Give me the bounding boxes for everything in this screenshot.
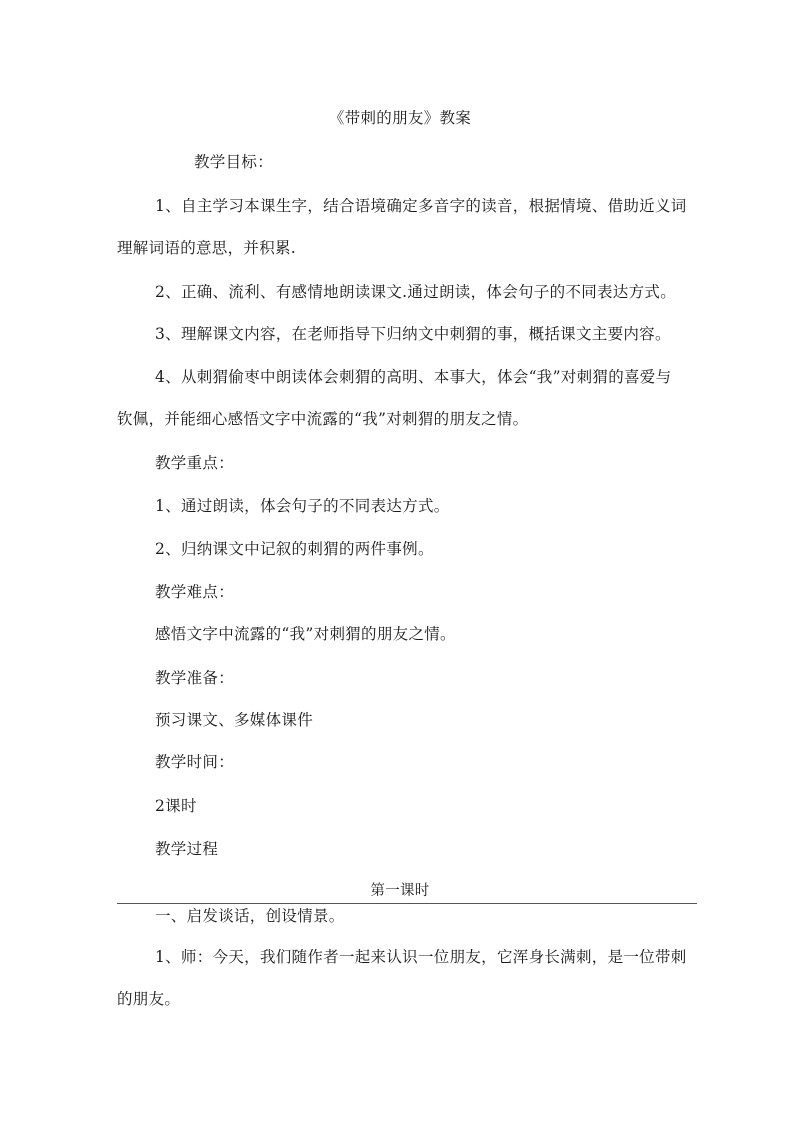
- time-heading: 教学时间：: [155, 753, 235, 771]
- preparation-text: 预习课文、多媒体课件: [155, 711, 314, 729]
- key-point-2: 2、归纳课文中记叙的刺猬的两件事例。: [155, 540, 434, 558]
- preparation-heading: 教学准备：: [155, 669, 235, 687]
- step-1: 一、启发谈话，创设情景。: [155, 907, 345, 925]
- objective-1-line2: 理解词语的意思，并积累.: [117, 239, 297, 257]
- difficulty-text: 感悟文字中流露的“我”对刺猬的朋友之情。: [155, 625, 456, 643]
- key-points-heading: 教学重点：: [155, 454, 235, 472]
- step-1-1-line2: 的朋友。: [117, 990, 181, 1008]
- difficulty-heading: 教学难点：: [155, 583, 235, 601]
- objective-4-line2: 钦佩，并能细心感悟文字中流露的“我”对刺猬的朋友之情。: [117, 410, 529, 428]
- lesson-one-heading: 第一课时: [370, 883, 430, 899]
- objective-2: 2、正确、流利、有感情地朗读课文.通过朗读，体会句子的不同表达方式。: [155, 283, 676, 301]
- section-divider: [117, 903, 697, 904]
- objectives-heading: 教学目标：: [194, 153, 274, 171]
- step-1-1-line1: 1、师：今天，我们随作者一起来认识一位朋友，它浑身长满刺，是一位带刺: [155, 948, 687, 966]
- key-point-1: 1、通过朗读，体会句子的不同表达方式。: [155, 497, 450, 515]
- objective-1-line1: 1、自主学习本课生字，结合语境确定多音字的读音，根据情境、借助近义词: [155, 197, 687, 215]
- objective-3: 3、理解课文内容，在老师指导下归纳文中刺猬的事，概括课文主要内容。: [155, 325, 671, 343]
- time-text: 2课时: [155, 797, 197, 815]
- objective-4-line1: 4、从刺猬偷枣中朗读体会刺猬的高明、本事大，体会“我”对刺猬的喜爱与: [155, 368, 672, 386]
- process-heading: 教学过程: [155, 840, 219, 858]
- document-title: 《带刺的朋友》教案: [328, 109, 472, 127]
